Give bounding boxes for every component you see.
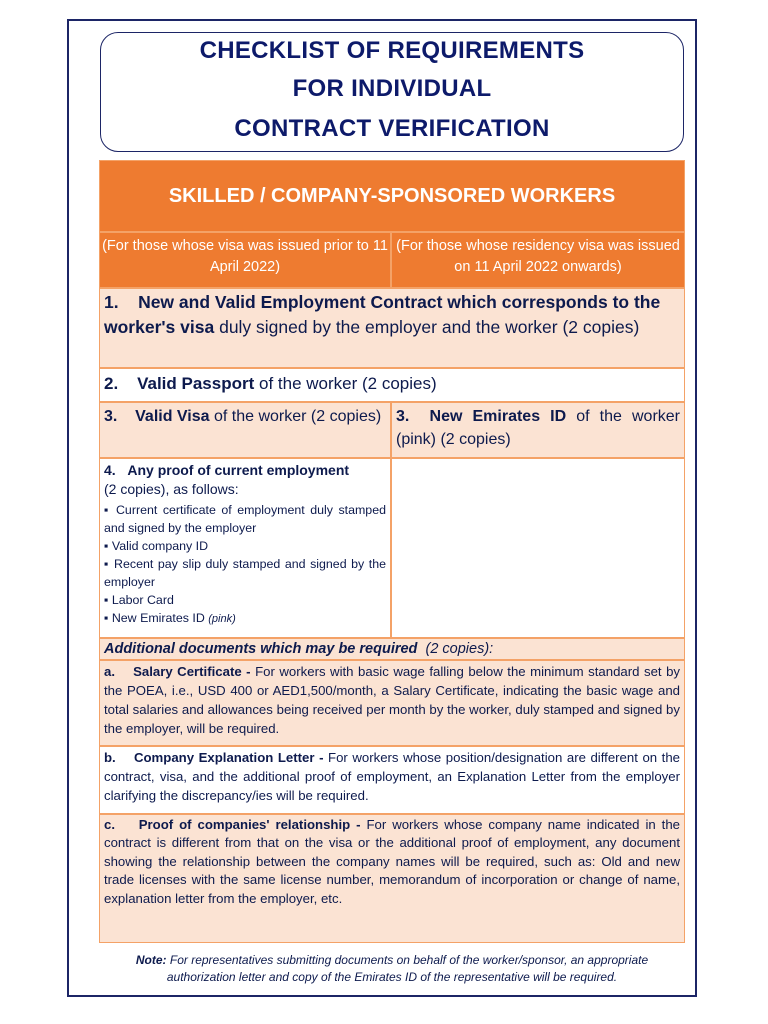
item-3-rest: of the worker (2 copies) <box>209 408 382 425</box>
item-b-bold: Company Explanation Letter - <box>133 750 324 765</box>
footnote <box>100 952 684 986</box>
item-c-row <box>99 814 685 943</box>
item-a-bold: Salary Certificate - <box>133 664 251 679</box>
list-item: ▪ Current certificate of employment duly stamped and signed by the employer <box>104 503 386 535</box>
item-4-bold: Any proof of current employment <box>127 462 350 478</box>
item-2-rest: of the worker (2 copies) <box>254 374 437 393</box>
item-4-right-empty <box>391 458 685 638</box>
item-b-row <box>99 746 685 814</box>
item-1-number: 1. <box>104 292 119 312</box>
item-a-row <box>99 660 685 746</box>
item-c-bold: Proof of companies' relationship - <box>138 817 361 832</box>
subheader-left: (For those whose visa was issued prior to 11 April 2022) <box>99 232 391 288</box>
subheader-right: (For those whose residency visa was issued on 11 April 2022 onwards) <box>391 232 685 288</box>
item-c-letter: c. <box>104 817 115 832</box>
title-line-2: FOR INDIVIDUAL <box>292 75 492 102</box>
item-3b-number: 3. <box>396 408 410 425</box>
list-item: ▪ Labor Card <box>104 593 174 607</box>
item-1-rest: duly signed by the employer and the worker (2 copies) <box>214 317 640 337</box>
item-b-letter: b. <box>104 750 116 765</box>
item-1-bold: New and Valid Employment Contract which corresponds to the worker's visa <box>104 292 661 337</box>
item-3-left <box>99 402 391 458</box>
title-line-1: CHECKLIST OF REQUIREMENTS <box>199 37 585 64</box>
item-4-number: 4. <box>104 462 116 478</box>
title-line-3: CONTRACT VERIFICATION <box>234 115 550 142</box>
additional-copies: (2 copies): <box>425 641 494 657</box>
item-b-rest: For workers whose position/designation are different on the contract, visa, and the additional proof of employment, an Explanation Letter from the employer clarifying the discrepancy/ies will be required. <box>104 750 680 803</box>
item-a-letter: a. <box>104 664 115 679</box>
item-3b-bold: New Emirates ID <box>429 408 567 425</box>
item-3-number: 3. <box>104 408 118 425</box>
item-2-bold: Valid Passport <box>137 374 255 393</box>
item-4-left <box>99 458 391 638</box>
list-item: ▪ New Emirates ID (pink) <box>104 611 236 625</box>
item-3b-rest: of the worker (pink) (2 copies) <box>396 408 681 448</box>
list-item: ▪ Recent pay slip duly stamped and signed by the employer <box>104 557 386 589</box>
additional-label: Additional documents which may be required <box>104 641 418 657</box>
note-text: For representatives submitting documents on behalf of the worker/sponsor, an appropriate authorization letter and copy of the Emirates ID of the representative will be required. <box>166 953 649 984</box>
item-3-bold: Valid Visa <box>135 408 210 425</box>
list-item: ▪ Valid company ID <box>104 539 209 553</box>
table-header: SKILLED / COMPANY-SPONSORED WORKERS <box>99 160 685 232</box>
item-2-row <box>99 368 685 402</box>
additional-docs-row <box>99 638 685 660</box>
item-4-rest: (2 copies), as follows: <box>104 481 239 497</box>
item-c-rest: For workers whose company name indicated in the contract is different from that on the visa or the additional proof of employment, any document showing the relationship between the company names will be required, such as: Old and new trade licenses with the same license number, memorandum of incorporation or change of name, explanation letter from the employer, etc. <box>104 817 680 906</box>
item-1-row <box>99 288 685 368</box>
item-3-right <box>391 402 685 458</box>
item-2-number: 2. <box>104 374 119 393</box>
title-box <box>100 32 684 152</box>
item-a-rest: For workers with basic wage falling below the minimum standard set by the POEA, i.e., USD 400 or AED1,500/month, a Salary Certificate, indicating the basic wage and total salaries and allowances being received per month by the worker, duly stamped and signed by the employer, will be required. <box>104 664 681 736</box>
note-label: Note: <box>135 953 167 967</box>
